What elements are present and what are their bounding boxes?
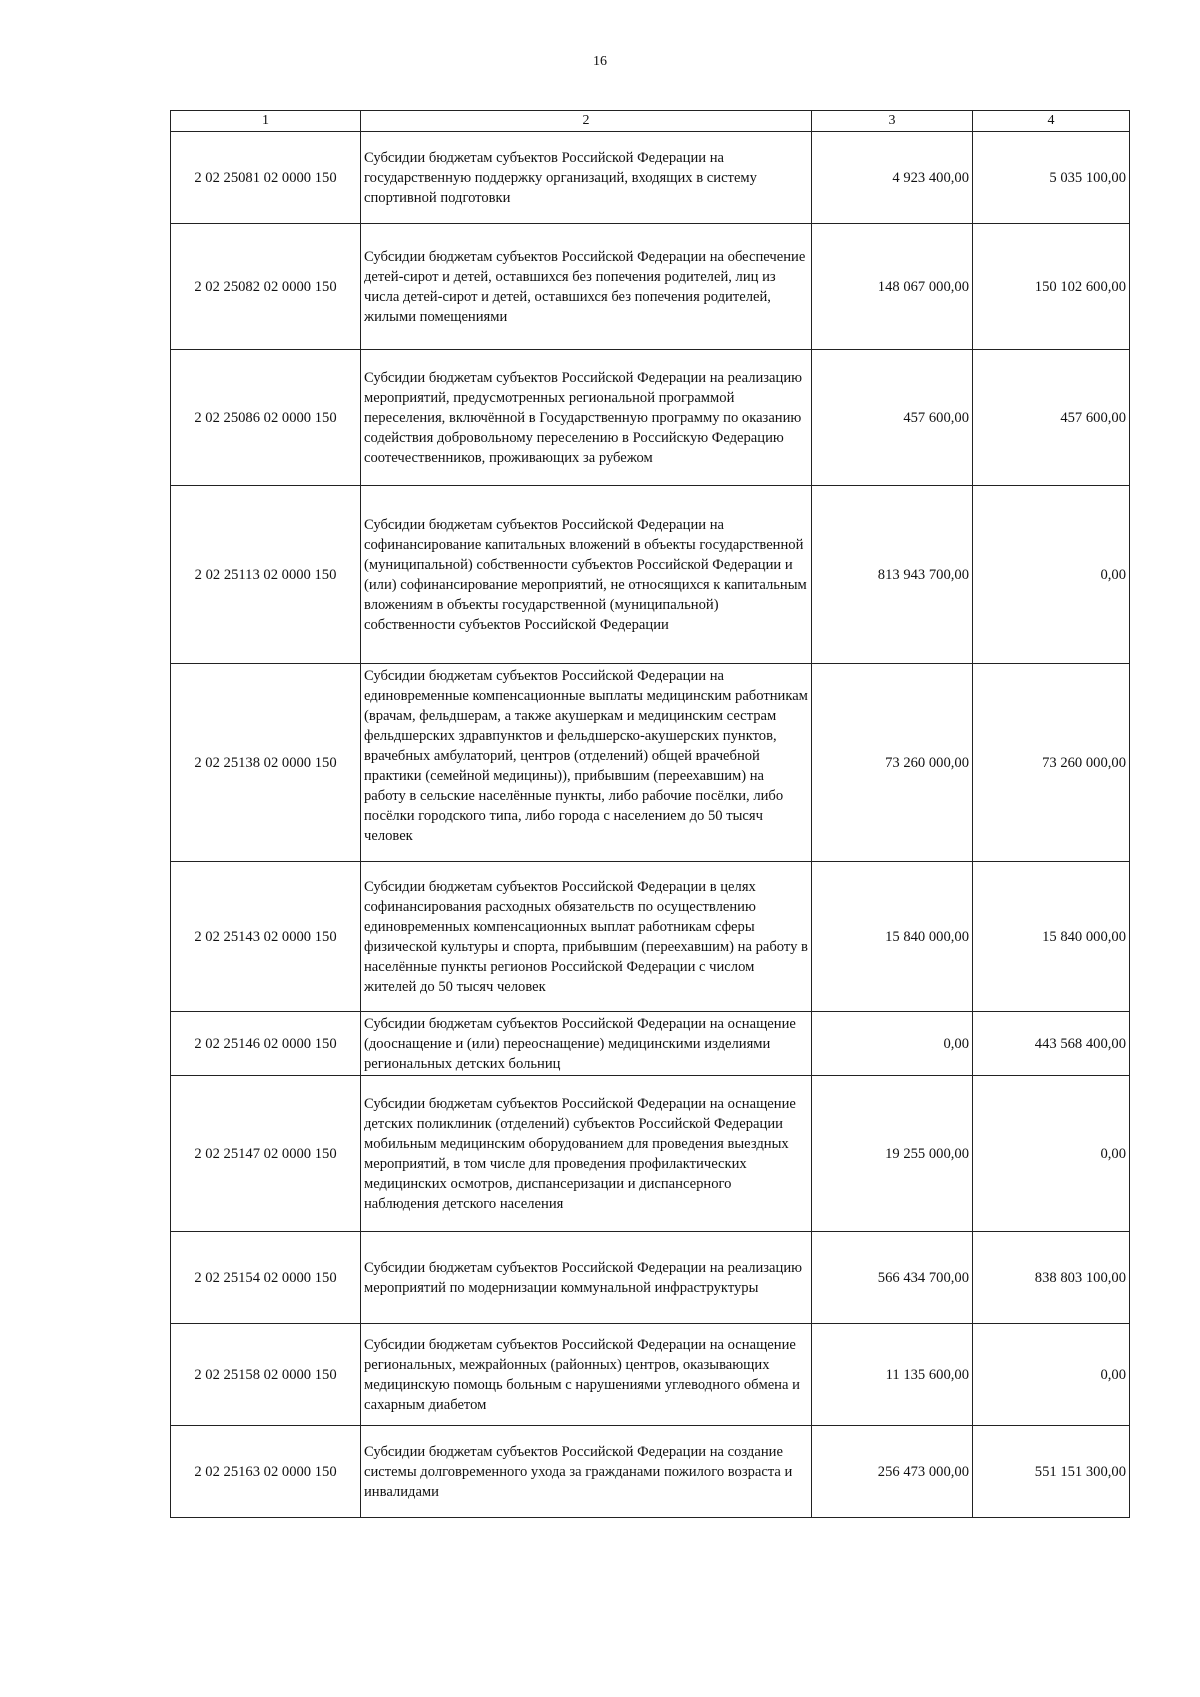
description: Субсидии бюджетам субъектов Российской Федерации на оснащение (дооснащение и (или) переоснащение) медицинскими изделиями региональных детских больниц bbox=[364, 1015, 796, 1072]
amount-col-3: 15 840 000,00 bbox=[812, 862, 973, 1012]
amount-col-4: 5 035 100,00 bbox=[973, 132, 1130, 224]
description: Субсидии бюджетам субъектов Российской Федерации на оснащение региональных, межрайонных (районных) центров, оказывающих медицинскую помощь больным с нарушениями углеводного обмена и сахарным диабетом bbox=[361, 1324, 812, 1426]
amount-col-3: 813 943 700,00 bbox=[812, 486, 973, 664]
description: Субсидии бюджетам субъектов Российской Федерации на единовременные компенсационные выплаты медицинским работникам (врачам, фельдшерам, а также акушеркам и медицинским сестрам фельдшерских здравпунктов и фельдшерско-акушерских пунктов, врачебных амбулаторий, центров (отделений) общей врачебной практики (семейной медицины)), прибывшим (переехавшим) на работу в сельские населённые пункты, либо рабочие посёлки, либо посёлки городского типа, либо города с населением до 50 тысяч человек bbox=[364, 667, 808, 844]
table-row bbox=[171, 1076, 1130, 1232]
budget-code: 2 02 25147 02 0000 150 bbox=[171, 1076, 361, 1232]
table-row bbox=[171, 1012, 1130, 1076]
amount-col-4: 551 151 300,00 bbox=[973, 1426, 1130, 1518]
table-row bbox=[171, 132, 1130, 224]
budget-code: 2 02 25154 02 0000 150 bbox=[171, 1232, 361, 1324]
column-header-1: 1 bbox=[171, 111, 361, 132]
amount-col-3: 19 255 000,00 bbox=[812, 1076, 973, 1232]
table-row bbox=[171, 350, 1130, 486]
amount-col-4: 457 600,00 bbox=[973, 350, 1130, 486]
table-row bbox=[171, 1426, 1130, 1518]
budget-code: 2 02 25138 02 0000 150 bbox=[171, 664, 361, 862]
column-header-3: 3 bbox=[812, 111, 973, 132]
budget-code: 2 02 25143 02 0000 150 bbox=[171, 862, 361, 1012]
amount-col-4: 443 568 400,00 bbox=[973, 1012, 1130, 1076]
amount-col-4: 838 803 100,00 bbox=[973, 1232, 1130, 1324]
budget-code: 2 02 25163 02 0000 150 bbox=[171, 1426, 361, 1518]
description: Субсидии бюджетам субъектов Российской Федерации на обеспечение детей-сирот и детей, оставшихся без попечения родителей, лиц из числа детей-сирот и детей, оставшихся без попечения родителей, жилыми помещениями bbox=[361, 224, 812, 350]
amount-col-3: 457 600,00 bbox=[812, 350, 973, 486]
amount-col-3: 566 434 700,00 bbox=[812, 1232, 973, 1324]
amount-col-4: 0,00 bbox=[973, 1324, 1130, 1426]
amount-col-4: 150 102 600,00 bbox=[973, 224, 1130, 350]
header-row bbox=[171, 111, 1130, 132]
page-number: 16 bbox=[593, 54, 607, 69]
budget-code: 2 02 25082 02 0000 150 bbox=[171, 224, 361, 350]
table-row bbox=[171, 224, 1130, 350]
budget-code: 2 02 25113 02 0000 150 bbox=[171, 486, 361, 664]
amount-col-4: 73 260 000,00 bbox=[973, 664, 1130, 862]
budget-table bbox=[170, 110, 1130, 1518]
table-row bbox=[171, 1324, 1130, 1426]
budget-code: 2 02 25158 02 0000 150 bbox=[171, 1324, 361, 1426]
budget-code: 2 02 25081 02 0000 150 bbox=[171, 132, 361, 224]
amount-col-3: 0,00 bbox=[812, 1012, 973, 1076]
description: Субсидии бюджетам субъектов Российской Федерации на оснащение детских поликлиник (отделений) субъектов Российской Федерации мобильным медицинским оборудованием для проведения выездных мероприятий, в том числе для проведения профилактических медицинских осмотров, диспансеризации и диспансерного наблюдения детского населения bbox=[361, 1076, 812, 1232]
description: Субсидии бюджетам субъектов Российской Федерации на реализацию мероприятий, предусмотренных региональной программой переселения, включённой в Государственную программу по оказанию содействия добровольному переселению в Российскую Федерацию соотечественников, проживающих за рубежом bbox=[361, 350, 812, 486]
amount-col-4: 0,00 bbox=[973, 1076, 1130, 1232]
amount-col-4: 0,00 bbox=[973, 486, 1130, 664]
description: Субсидии бюджетам субъектов Российской Федерации на создание системы долговременного ухода за гражданами пожилого возраста и инвалидами bbox=[361, 1426, 812, 1518]
description: Субсидии бюджетам субъектов Российской Федерации на софинансирование капитальных вложений в объекты государственной (муниципальной) собственности субъектов Российской Федерации и (или) софинансирование мероприятий, не относящихся к капитальным вложениям в объекты государственной (муниципальной) собственности субъектов Российской Федерации bbox=[361, 486, 812, 664]
table-row bbox=[171, 1232, 1130, 1324]
amount-col-3: 256 473 000,00 bbox=[812, 1426, 973, 1518]
amount-col-3: 11 135 600,00 bbox=[812, 1324, 973, 1426]
amount-col-3: 4 923 400,00 bbox=[812, 132, 973, 224]
description-cell bbox=[361, 1012, 812, 1076]
column-header-2: 2 bbox=[361, 111, 812, 132]
table-row bbox=[171, 862, 1130, 1012]
description: Субсидии бюджетам субъектов Российской Федерации на реализацию мероприятий по модернизации коммунальной инфраструктуры bbox=[361, 1232, 812, 1324]
amount-col-4: 15 840 000,00 bbox=[973, 862, 1130, 1012]
description: Субсидии бюджетам субъектов Российской Федерации в целях софинансирования расходных обязательств по осуществлению единовременных компенсационных выплат работникам сферы физической культуры и спорта, прибывшим (переехавшим) на работу в населённые пункты регионов Российской Федерации с числом жителей до 50 тысяч человек bbox=[361, 862, 812, 1012]
amount-col-3: 148 067 000,00 bbox=[812, 224, 973, 350]
amount-col-3: 73 260 000,00 bbox=[812, 664, 973, 862]
table-row bbox=[171, 664, 1130, 862]
budget-code: 2 02 25086 02 0000 150 bbox=[171, 350, 361, 486]
description-cell bbox=[361, 664, 812, 862]
table-row bbox=[171, 486, 1130, 664]
column-header-4: 4 bbox=[973, 111, 1130, 132]
description: Субсидии бюджетам субъектов Российской Федерации на государственную поддержку организаций, входящих в систему спортивной подготовки bbox=[361, 132, 812, 224]
budget-code: 2 02 25146 02 0000 150 bbox=[171, 1012, 361, 1076]
